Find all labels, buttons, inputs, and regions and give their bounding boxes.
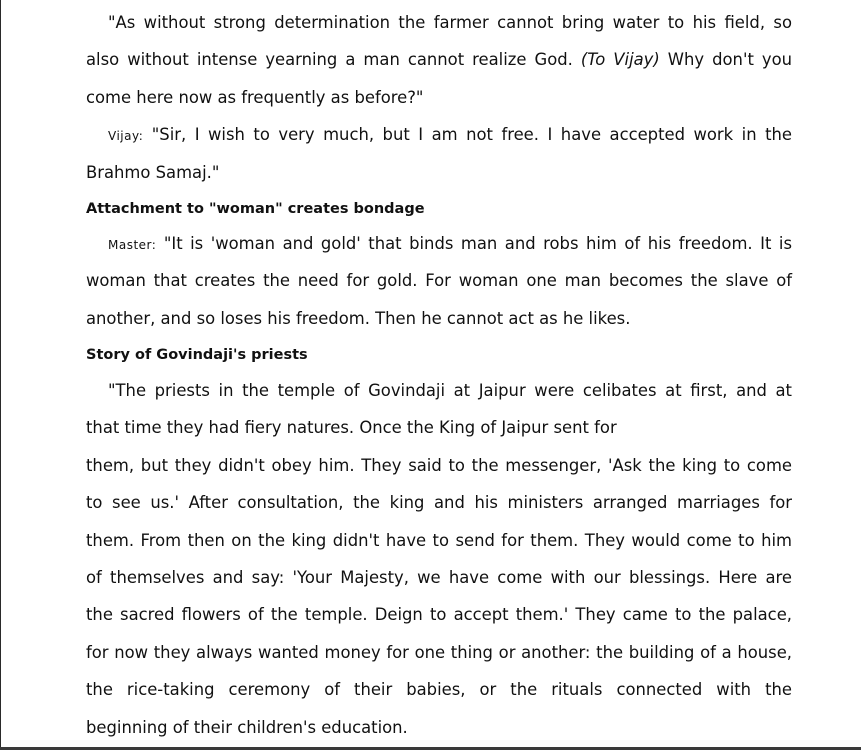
paragraph-4-line-9: the rice-taking ceremony of their babies, or the rituals connected with the — [86, 680, 792, 699]
paragraph-4-line-5: them. From then on the king didn't have to send for them. They would come to him — [86, 531, 792, 550]
paragraph-2-line-2: Brahmo Samaj." — [86, 163, 220, 182]
section-heading-attachment: Attachment to "woman" creates bondage — [86, 201, 425, 217]
paragraph-4-line-4: to see us.' After consultation, the king and his ministers arranged marriages for — [86, 493, 792, 512]
paragraph-4-line-7: the sacred flowers of the temple. Deign to accept them.' They came to the palace, — [86, 605, 792, 624]
text-run: also without intense yearning a man cannot realize God. — [86, 50, 581, 69]
paragraph-4-line-6: of themselves and say: 'Your Majesty, we have come with our blessings. Here are — [86, 568, 792, 587]
paragraph-4-line-2: that time they had fiery natures. Once the King of Jaipur sent for — [86, 418, 617, 437]
paragraph-1-line-1: "As without strong determination the farmer cannot bring water to his field, so — [108, 13, 792, 32]
paragraph-4-line-1: "The priests in the temple of Govindaji at Jaipur were celibates at first, and at — [108, 381, 792, 400]
stage-direction: (To Vijay) — [580, 50, 660, 69]
page-left-edge — [0, 0, 1, 750]
paragraph-4-line-8: for now they always wanted money for one thing or another: the building of a house, — [86, 643, 792, 662]
text-run: "Sir, I wish to very much, but I am not free. I have accepted work in the — [143, 125, 792, 144]
paragraph-1-line-2 — [86, 49, 792, 71]
text-run: "It is 'woman and gold' that binds man and robs him of his freedom. It is — [156, 234, 792, 253]
paragraph-4-line-10: beginning of their children's education. — [86, 718, 408, 737]
speaker-name: Master: — [108, 238, 157, 252]
paragraph-1-line-3: come here now as frequently as before?" — [86, 88, 424, 107]
paragraph-4-line-3: them, but they didn't obey him. They said to the messenger, 'Ask the king to come — [86, 456, 792, 475]
paragraph-3-line-1 — [108, 233, 792, 256]
paragraph-3-line-2: woman that creates the need for gold. For woman one man becomes the slave of — [86, 271, 792, 290]
section-heading-priests: Story of Govindaji's priests — [86, 347, 308, 363]
text-run: Why don't you — [659, 50, 793, 69]
paragraph-3-line-3: another, and so loses his freedom. Then he cannot act as he likes. — [86, 309, 631, 328]
paragraph-2-line-1 — [108, 124, 792, 147]
speaker-name: Vijay: — [108, 129, 144, 143]
